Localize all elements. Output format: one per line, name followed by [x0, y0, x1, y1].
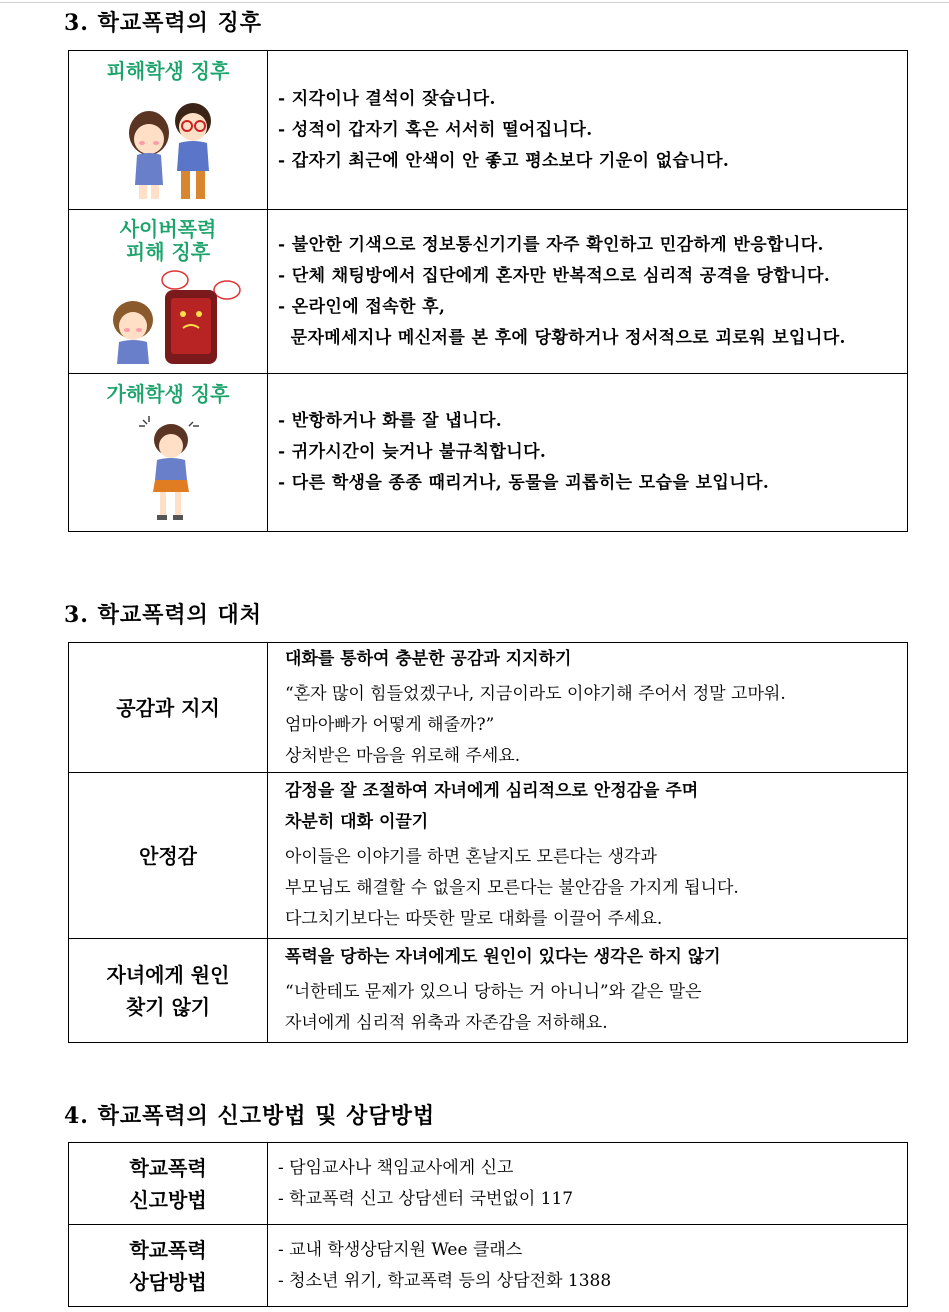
signs-content-cell [268, 374, 908, 532]
top-divider [0, 2, 949, 3]
body-line: 엄마아빠가 어떻게 해줄까?” [285, 714, 495, 735]
sign-line: - 성적이 갑자기 혹은 서서히 떨어집니다. [278, 119, 593, 140]
response-body [285, 679, 907, 772]
body-line: “혼자 많이 힘들었겠구나, 지금이라도 이야기해 주어서 정말 고마워. [285, 683, 786, 704]
cyber-sign-list [268, 230, 907, 354]
body-line: 다그치기보다는 따뜻한 말로 대화를 이끌어 주세요. [285, 909, 663, 929]
sign-line: - 갑자기 최근에 안색이 안 좋고 평소보다 기운이 없습니다. [278, 150, 730, 171]
headline-line: 대화를 통하여 충분한 공감과 지지하기 [285, 648, 572, 669]
signs-table [68, 50, 908, 532]
label-line: 찾기 않기 [125, 994, 211, 1019]
label-line: 안정감 [139, 843, 197, 868]
report-method-list [268, 1153, 907, 1215]
response-row [69, 643, 908, 773]
sign-line: - 온라인에 접속한 후, [278, 296, 446, 317]
offender-sign-list [268, 406, 907, 499]
sign-line: - 반항하거나 화를 잘 냅니다. [278, 411, 503, 431]
signs-label-cell [69, 374, 268, 532]
signs-title-cyber [69, 218, 267, 264]
report-content-cell [268, 1225, 908, 1307]
sign-line: - 지각이나 결석이 잦습니다. [278, 88, 496, 109]
headline-line: 차분히 대화 이끌기 [285, 812, 429, 832]
label-line: 상담방법 [129, 1269, 207, 1294]
response-label-cell [69, 643, 268, 773]
response-headline [285, 644, 907, 675]
sign-line: - 불안한 기색으로 정보통신기기를 자주 확인하고 민감하게 반응합니다. [278, 234, 824, 255]
signs-label-cell [69, 210, 268, 374]
title-line: 피해학생 징후 [106, 59, 230, 83]
signs-title-offender [69, 383, 267, 406]
response-body [285, 842, 907, 935]
sign-line: - 단체 채팅방에서 집단에게 혼자만 반복적으로 심리적 공격을 당합니다. [278, 265, 831, 286]
signs-row-offender [69, 374, 908, 532]
counsel-method-list [268, 1235, 907, 1297]
response-headline [285, 776, 907, 838]
response-headline [285, 942, 907, 973]
report-heading: 4. 학교폭력의 신고방법 및 상담방법 [64, 1103, 436, 1129]
victim-sign-list [268, 84, 907, 177]
method-line: - 교내 학생상담지원 Wee 클래스 [278, 1239, 523, 1260]
response-row [69, 939, 908, 1043]
label-line: 신고방법 [129, 1187, 207, 1212]
sign-line: - 다른 학생을 종종 때리거나, 동물을 괴롭히는 모습을 보입니다. [278, 473, 770, 493]
body-line: 부모님도 해결할 수 없을지 모른다는 불안감을 가지게 됩니다. [285, 878, 739, 898]
signs-heading: 3. 학교폭력의 징후 [64, 10, 263, 36]
method-line: - 담임교사나 책임교사에게 신고 [278, 1157, 514, 1178]
title-line: 가해학생 징후 [106, 382, 230, 406]
report-label-cell [69, 1143, 268, 1225]
method-line: - 청소년 위기, 학교폭력 등의 상담전화 1388 [278, 1270, 612, 1291]
signs-row-cyber [69, 210, 908, 374]
child-and-phone-monster-illustration [105, 268, 245, 368]
report-label-cell [69, 1225, 268, 1307]
response-label-cell [69, 773, 268, 939]
response-content-cell [268, 773, 908, 939]
response-body [285, 977, 907, 1039]
headline-line: 폭력을 당하는 자녀에게도 원인이 있다는 생각은 하지 않기 [285, 947, 721, 967]
response-content-cell [268, 643, 908, 773]
title-line: 사이버폭력 [119, 217, 217, 241]
signs-title-victim [69, 60, 267, 83]
response-table [68, 642, 908, 1043]
report-row [69, 1143, 908, 1225]
report-content-cell [268, 1143, 908, 1225]
method-line: - 학교폭력 신고 상담센터 국번없이 117 [278, 1188, 574, 1209]
report-row [69, 1225, 908, 1307]
body-line: “너한테도 문제가 있으니 당하는 거 아니니”와 같은 말은 [285, 982, 702, 1002]
label-line: 학교폭력 [129, 1155, 207, 1180]
signs-label-cell [69, 51, 268, 210]
signs-content-cell [268, 51, 908, 210]
sign-line: - 귀가시간이 늦거나 불규칙합니다. [278, 442, 547, 462]
signs-row-victim [69, 51, 908, 210]
response-row [69, 773, 908, 939]
two-worried-children-illustration [117, 93, 227, 203]
signs-content-cell [268, 210, 908, 374]
label-line: 공감과 지지 [116, 695, 220, 720]
report-table [68, 1142, 908, 1307]
title-line: 피해 징후 [125, 240, 211, 264]
sign-line: 문자메세지나 메신저를 본 후에 당황하거나 정서적으로 괴로워 보입니다. [278, 327, 846, 348]
response-label-cell [69, 939, 268, 1043]
response-content-cell [268, 939, 908, 1043]
headline-line: 감정을 잘 조절하여 자녀에게 심리적으로 안정감을 주며 [285, 781, 699, 801]
angry-girl-illustration [135, 414, 205, 526]
label-line: 자녀에게 원인 [106, 962, 230, 987]
body-line: 아이들은 이야기를 하면 혼날지도 모른다는 생각과 [285, 847, 657, 867]
body-line: 자녀에게 심리적 위축과 자존감을 저하해요. [285, 1013, 608, 1033]
label-line: 학교폭력 [129, 1237, 207, 1262]
body-line: 상처받은 마음을 위로해 주세요. [285, 745, 521, 766]
response-heading: 3. 학교폭력의 대처 [64, 602, 263, 628]
